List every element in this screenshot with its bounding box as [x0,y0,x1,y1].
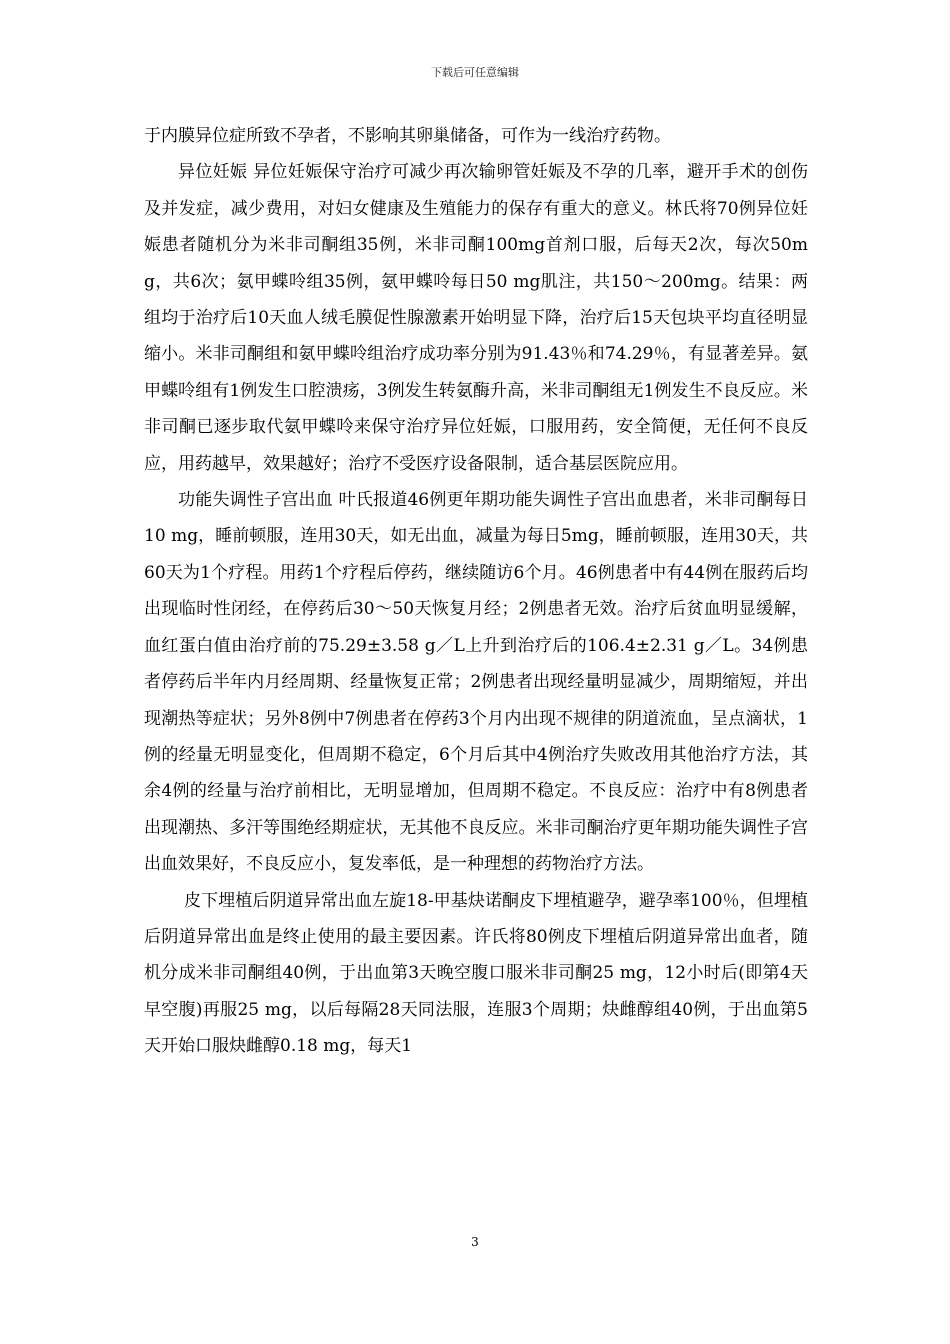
paragraph-dysfunctional-uterine-bleeding: 功能失调性子宫出血 叶氏报道46例更年期功能失调性子宫出血患者，米非司酮每日10 mg，睡前顿服，连用30天，如无出血，减量为每日5mg，睡前顿服，连用30天，共60天为1个疗程。用药1个疗程后停药，继续随访6个月。46例患者中有44例在服药后均出现临时性闭经，在停药后30～50天恢复月经；2例患者无效。治疗后贫血明显缓解，血红蛋白值由治疗前的75.29±3.58 g／L上升到治疗后的106.4±2.31 g／L。34例患者停药后半年内月经周期、经量恢复正常；2例患者出现经量明显减少，周期缩短，并出现潮热等症状；另外8例中7例患者在停药3个月内出现不规律的阴道流血，呈点滴状，1例的经量无明显变化，但周期不稳定，6个月后其中4例治疗失败改用其他治疗方法，其余4例的经量与治疗前相比，无明显增加，但周期不稳定。不良反应：治疗中有8例患者出现潮热、多汗等围绝经期症状，无其他不良反应。米非司酮治疗更年期功能失调性子宫出血效果好，不良反应小，复发率低，是一种理想的药物治疗方法。 [144,490,808,875]
page-header: 下载后可任意编辑 [431,66,519,79]
page-number: 3 [471,1235,479,1249]
paragraph-ectopic-pregnancy: 异位妊娠 异位妊娠保守治疗可减少再次输卵管妊娠及不孕的几率，避开手术的创伤及并发症，减少费用，对妇女健康及生殖能力的保存有重大的意义。林氏将70例异位妊娠患者随机分为米非司酮组35例，米非司酮100mg首剂口服，后每天2次，每次50mg，共6次；氨甲蝶呤组35例，氨甲蝶呤每日50 mg肌注，共150～200mg。结果：两组均于治疗后10天血人绒毛膜促性腺激素开始明显下降，治疗后15天包块平均直径明显缩小。米非司酮组和氨甲蝶呤组治疗成功率分别为91.43％和74.29％，有显著差异。氨甲蝶呤组有1例发生口腔溃疡，3例发生转氨酶升高，米非司酮组无1例发生不良反应。米非司酮已逐步取代氨甲蝶呤来保守治疗异位妊娠，口服用药，安全简便，无任何不良反应，用药越早，效果越好；治疗不受医疗设备限制，适合基层医院应用。 [144,162,808,474]
paragraph-implant-bleeding: 皮下埋植后阴道异常出血左旋18-甲基炔诺酮皮下埋植避孕，避孕率100％，但埋植后阴道异常出血是终止使用的最主要因素。许氏将80例皮下埋植后阴道异常出血者，随机分成米非司酮组40例，于出血第3天晚空腹口服米非司酮25 mg，12小时后(即第4天早空腹)再服25 mg，以后每隔28天同法服，连服3个周期；炔雌醇组40例，于出血第5天开始口服炔雌醇0.18 mg，每天1 [144,890,808,1057]
paragraph-endometriosis-conclusion: 于内膜异位症所致不孕者，不影响其卵巢储备，可作为一线治疗药物。 [144,126,671,146]
document-body [144,118,808,1065]
